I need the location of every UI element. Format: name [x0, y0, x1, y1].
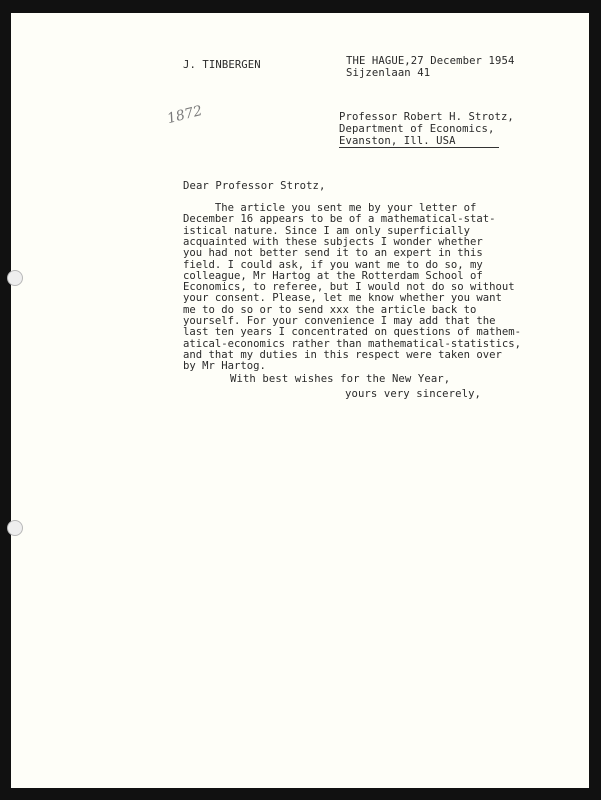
letter-body	[183, 202, 583, 402]
body-line: acquainted with these subjects I wonder whether	[183, 235, 483, 248]
body-line: December 16 appears to be of a mathematical-stat-	[183, 213, 496, 226]
body-line: istical nature. Since I am only superficially	[183, 224, 471, 237]
body-line: field. I could ask, if you want me to do so, my	[183, 258, 483, 271]
address-underline	[339, 147, 499, 148]
body-line: Economics, to referee, but I would not do so without	[183, 281, 515, 294]
sender-street: Sijzenlaan 41	[346, 67, 431, 79]
body-line: yourself. For your convenience I may add that the	[183, 315, 496, 327]
recipient-line-3: Evanston, Ill. USA	[339, 135, 456, 147]
body-line: The article you sent me by your letter of	[183, 202, 477, 214]
archive-pencil-mark: 1872	[165, 102, 205, 128]
sender-name: J. TINBERGEN	[183, 59, 261, 71]
recipient-line-1: Professor Robert H. Strotz,	[339, 111, 514, 123]
body-line: your consent. Please, let me know whether you want	[183, 292, 502, 305]
new-year-wishes: With best wishes for the New Year,	[230, 373, 451, 385]
body-line: last ten years I concentrated on questions of mathem-	[183, 326, 522, 339]
punch-hole-bottom	[7, 520, 23, 536]
punch-hole-top	[7, 270, 23, 286]
body-line: and that my duties in this respect were taken over	[183, 348, 502, 361]
recipient-line-2: Department of Economics,	[339, 123, 495, 135]
salutation: Dear Professor Strotz,	[183, 180, 326, 192]
body-line: colleague, Mr Hartog at the Rotterdam School of	[183, 269, 483, 282]
body-line: by Mr Hartog.	[183, 360, 266, 373]
place-date: THE HAGUE,27 December 1954	[346, 55, 515, 67]
closing: yours very sincerely,	[345, 388, 482, 400]
body-line: atical-economics rather than mathematical-statistics,	[183, 337, 522, 350]
body-line: you had not better send it to an expert in this	[183, 247, 483, 260]
body-line: me to do so or to send xxx the article back to	[183, 303, 477, 316]
